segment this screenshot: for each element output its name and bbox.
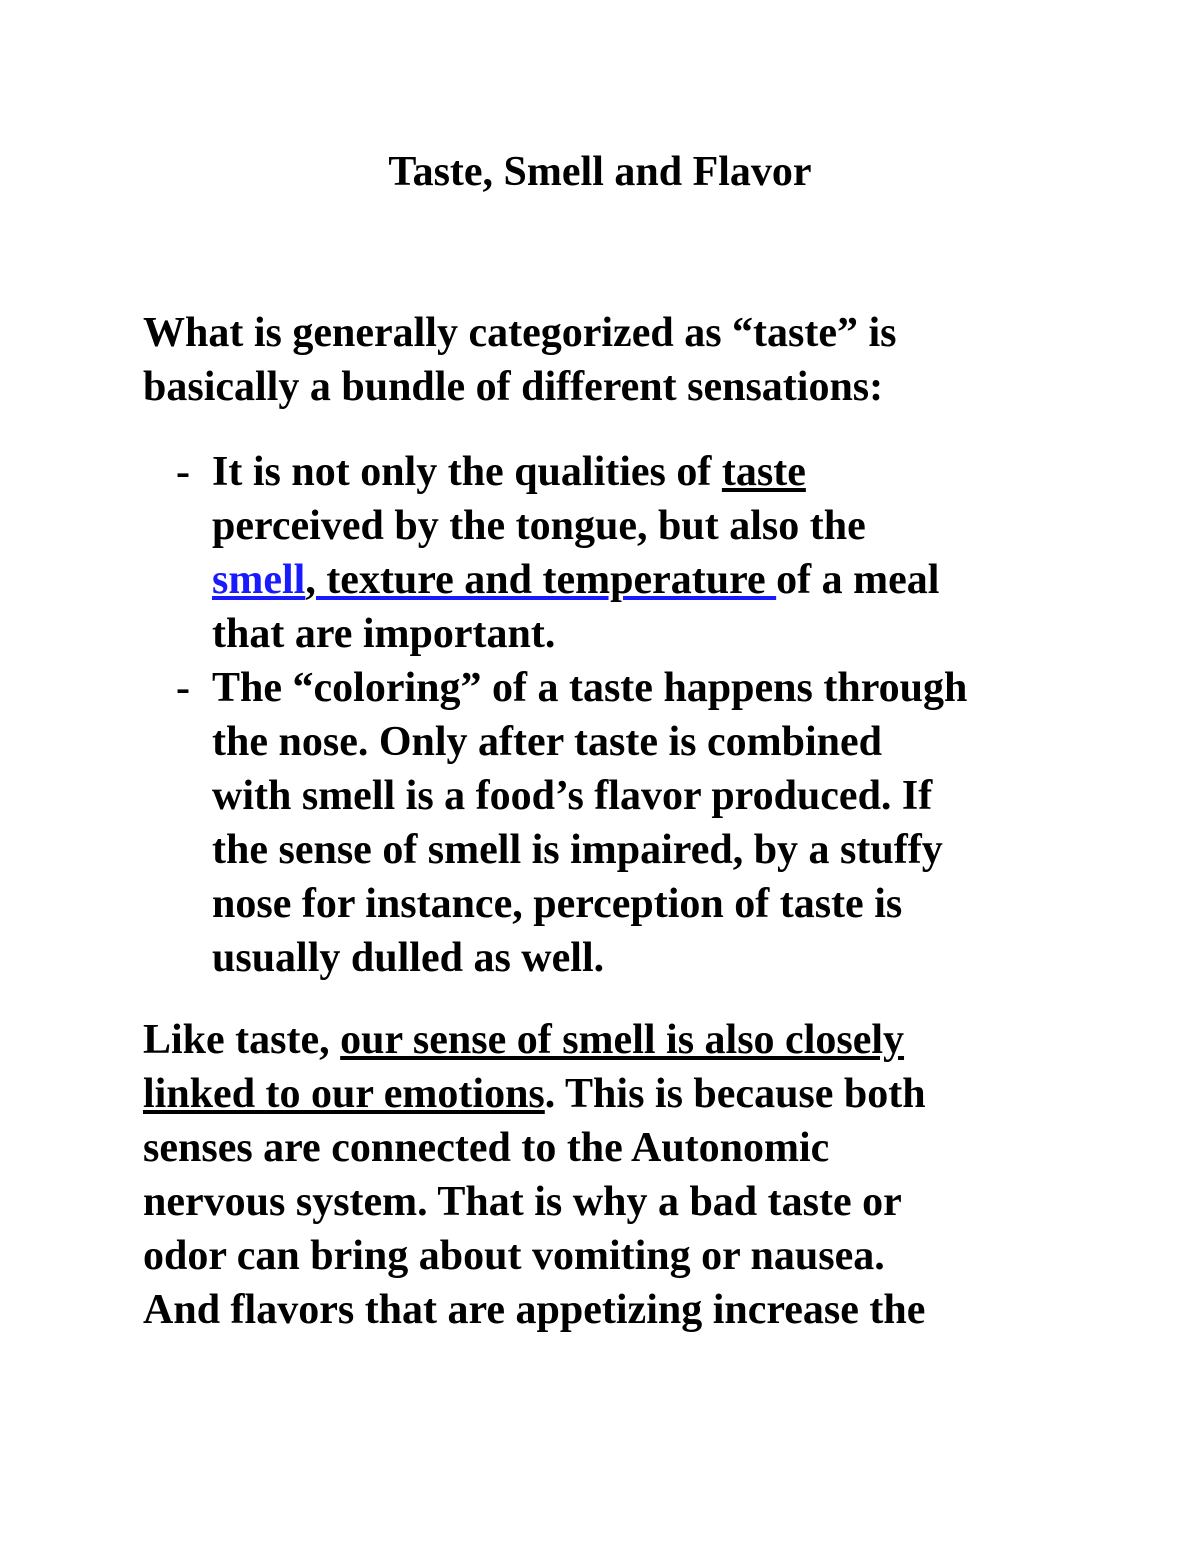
- underlined-taste: taste: [721, 449, 806, 495]
- emotions-paragraph: [143, 1013, 1163, 1337]
- intro-paragraph: [143, 306, 1163, 414]
- bullet-dash: -: [176, 449, 190, 495]
- underlined-texture-temperature[interactable]: , texture and temperature: [305, 557, 777, 603]
- bullet-line: the sense of smell is impaired, by a stuffy: [212, 827, 943, 873]
- bullet-line: usually dulled as well.: [212, 935, 605, 981]
- bullet-line: [212, 553, 1163, 607]
- underlined-smell-emotions: our sense of smell is also closely: [340, 1017, 905, 1063]
- bullet-dash: -: [176, 665, 190, 711]
- paragraph-line: [143, 1067, 1163, 1121]
- bullet-line: [212, 445, 1163, 499]
- bullet-text: It is not only the qualities of: [212, 449, 722, 495]
- bullet-line: The “coloring” of a taste happens through: [212, 665, 968, 711]
- bullet-line: the nose. Only after taste is combined: [212, 719, 883, 765]
- bullet-item-1: [143, 445, 1163, 661]
- bullet-item-2: [143, 661, 1163, 985]
- paragraph-text: Like taste,: [143, 1017, 341, 1063]
- bullet-list: [143, 445, 1163, 985]
- intro-line: basically a bundle of different sensations:: [143, 364, 884, 410]
- bullet-line: that are important.: [212, 611, 556, 657]
- paragraph-text: . This is because both: [544, 1071, 926, 1117]
- paragraph-line: And flavors that are appetizing increase the: [143, 1287, 926, 1333]
- bullet-line: with smell is a food’s flavor produced. If: [212, 773, 933, 819]
- smell-texture-temperature-link[interactable]: [212, 557, 776, 603]
- paragraph-line: nervous system. That is why a bad taste or: [143, 1179, 902, 1225]
- paragraph-line: odor can bring about vomiting or nausea.: [143, 1233, 885, 1279]
- underlined-linked-emotions: linked to our emotions: [143, 1071, 545, 1117]
- bullet-line: perceived by the tongue, but also the: [212, 503, 866, 549]
- smell-link[interactable]: smell: [212, 557, 306, 603]
- bullet-text: of a meal: [776, 557, 940, 603]
- paragraph-line: senses are connected to the Autonomic: [143, 1125, 830, 1171]
- paragraph-line: [143, 1013, 1163, 1067]
- intro-line: What is generally categorized as “taste” is: [143, 310, 897, 356]
- bullet-line: nose for instance, perception of taste is: [212, 881, 903, 927]
- document-title: Taste, Smell and Flavor: [388, 149, 812, 195]
